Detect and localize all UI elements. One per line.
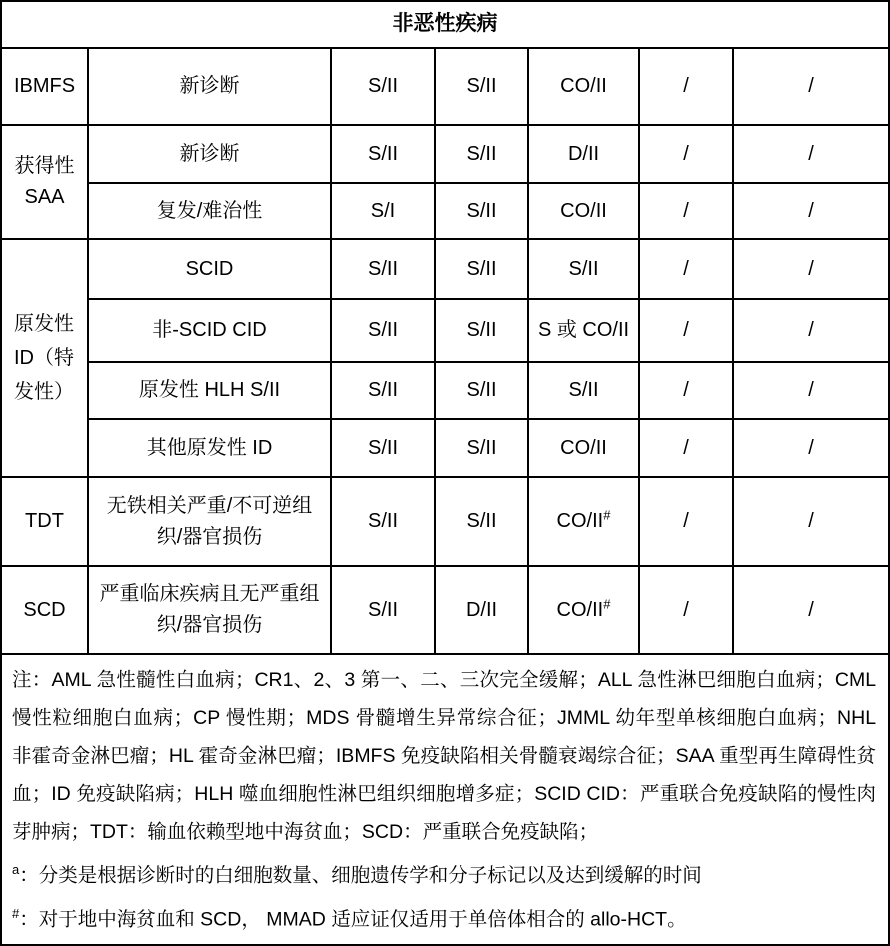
disease-category-cell: 原发性 ID（特发性） bbox=[1, 239, 88, 477]
value-cell: S/II bbox=[331, 48, 435, 125]
disease-category-cell: IBMFS bbox=[1, 48, 88, 125]
value-cell: S/II bbox=[331, 566, 435, 654]
value-text: CO/II bbox=[556, 598, 604, 621]
footnote-hash-marker: # bbox=[12, 905, 20, 921]
condition-cell: 复发/难治性 bbox=[88, 183, 331, 239]
footnote-a-marker: a bbox=[12, 862, 20, 877]
value-cell: S/II bbox=[331, 419, 435, 477]
value-cell: S/II bbox=[331, 362, 435, 419]
value-cell: S/II bbox=[331, 125, 435, 183]
table-row bbox=[1, 566, 889, 654]
value-cell: / bbox=[639, 566, 733, 654]
table-row bbox=[1, 299, 889, 362]
value-cell: D/II bbox=[528, 125, 639, 183]
footnote-hash-marker: # bbox=[603, 507, 611, 523]
table-row bbox=[1, 183, 889, 239]
table-row bbox=[1, 239, 889, 299]
value-cell: / bbox=[733, 477, 889, 566]
value-cell: / bbox=[733, 419, 889, 477]
table-row bbox=[1, 477, 889, 566]
notes-abbreviations: 注：AML 急性髓性白血病；CR1、2、3 第一、二、三次完全缓解；ALL 急性淋巴细胞白血病；CML 慢性粒细胞白血病；CP 慢性期；MDS 骨髓增生异常综合征；JMML 幼年型单核细胞白血病；NHL 非霍奇金淋巴瘤；HL 霍奇金淋巴瘤；IBMFS 免疫缺陷相关骨髓衰竭综合征；SAA 重型再生障碍性贫血；ID 免疫缺陷病；HLH 噬血细胞性淋巴组织细胞增多症；SCID CID：严重联合免疫缺陷的慢性肉芽肿病；TDT：输血依赖型地中海贫血；SCD：严重联合免疫缺陷； bbox=[12, 669, 877, 843]
value-cell: S/II bbox=[435, 362, 528, 419]
notes-cell bbox=[1, 654, 889, 945]
value-cell: / bbox=[639, 183, 733, 239]
value-cell: S/II bbox=[331, 239, 435, 299]
table-row bbox=[1, 125, 889, 183]
value-cell: / bbox=[639, 299, 733, 362]
value-cell: / bbox=[639, 477, 733, 566]
condition-cell: 原发性 HLH S/II bbox=[88, 362, 331, 419]
disease-category-cell: 获得性 SAA bbox=[1, 125, 88, 239]
value-cell: S/II bbox=[528, 362, 639, 419]
table-row bbox=[1, 362, 889, 419]
footnote-hash bbox=[12, 895, 876, 939]
value-cell: / bbox=[733, 239, 889, 299]
disease-category-cell: TDT bbox=[1, 477, 88, 566]
value-cell: / bbox=[639, 239, 733, 299]
condition-cell: 其他原发性 ID bbox=[88, 419, 331, 477]
value-cell: / bbox=[639, 419, 733, 477]
value-cell: CO/II bbox=[528, 419, 639, 477]
value-cell: / bbox=[733, 183, 889, 239]
value-cell: / bbox=[639, 362, 733, 419]
footnote-a-text: ：分类是根据诊断时的白细胞数量、细胞遗传学和分子标记以及达到缓解的时间 bbox=[19, 864, 702, 887]
condition-cell: 新诊断 bbox=[88, 48, 331, 125]
table-row bbox=[1, 1, 889, 48]
value-cell: S/II bbox=[435, 125, 528, 183]
value-cell: S/II bbox=[435, 183, 528, 239]
footnote-hash-marker: # bbox=[603, 595, 611, 611]
condition-cell: 严重临床疾病且无严重组织/器官损伤 bbox=[88, 566, 331, 654]
value-cell: S/II bbox=[435, 239, 528, 299]
value-cell: CO/II bbox=[528, 183, 639, 239]
value-cell bbox=[528, 566, 639, 654]
footnote-a bbox=[12, 851, 876, 895]
value-cell: / bbox=[733, 362, 889, 419]
table-row bbox=[1, 419, 889, 477]
value-cell: S/I bbox=[331, 183, 435, 239]
value-cell: / bbox=[733, 299, 889, 362]
value-cell: / bbox=[733, 125, 889, 183]
value-cell: S/II bbox=[435, 299, 528, 362]
condition-cell: 无铁相关严重/不可逆组织/器官损伤 bbox=[88, 477, 331, 566]
value-cell: S/II bbox=[331, 477, 435, 566]
table-row bbox=[1, 654, 889, 945]
value-cell: S 或 CO/II bbox=[528, 299, 639, 362]
value-cell: CO/II bbox=[528, 48, 639, 125]
value-cell: S/II bbox=[331, 299, 435, 362]
value-cell: / bbox=[733, 566, 889, 654]
value-cell: S/II bbox=[435, 477, 528, 566]
value-cell: D/II bbox=[435, 566, 528, 654]
condition-cell: 新诊断 bbox=[88, 125, 331, 183]
condition-cell: 非-SCID CID bbox=[88, 299, 331, 362]
disease-category-cell: SCD bbox=[1, 566, 88, 654]
value-cell: / bbox=[733, 48, 889, 125]
value-cell: S/II bbox=[528, 239, 639, 299]
value-cell: / bbox=[639, 48, 733, 125]
value-cell: / bbox=[639, 125, 733, 183]
value-text: CO/II bbox=[556, 510, 604, 532]
condition-cell: SCID bbox=[88, 239, 331, 299]
value-cell bbox=[528, 477, 639, 566]
table-row bbox=[1, 48, 889, 125]
section-header: 非恶性疾病 bbox=[1, 1, 889, 48]
footnote-hash-text: ：对于地中海贫血和 SCD， MMAD 适应证仅适用于单倍体相合的 allo-HCT。 bbox=[19, 908, 687, 930]
value-cell: S/II bbox=[435, 419, 528, 477]
value-cell: S/II bbox=[435, 48, 528, 125]
